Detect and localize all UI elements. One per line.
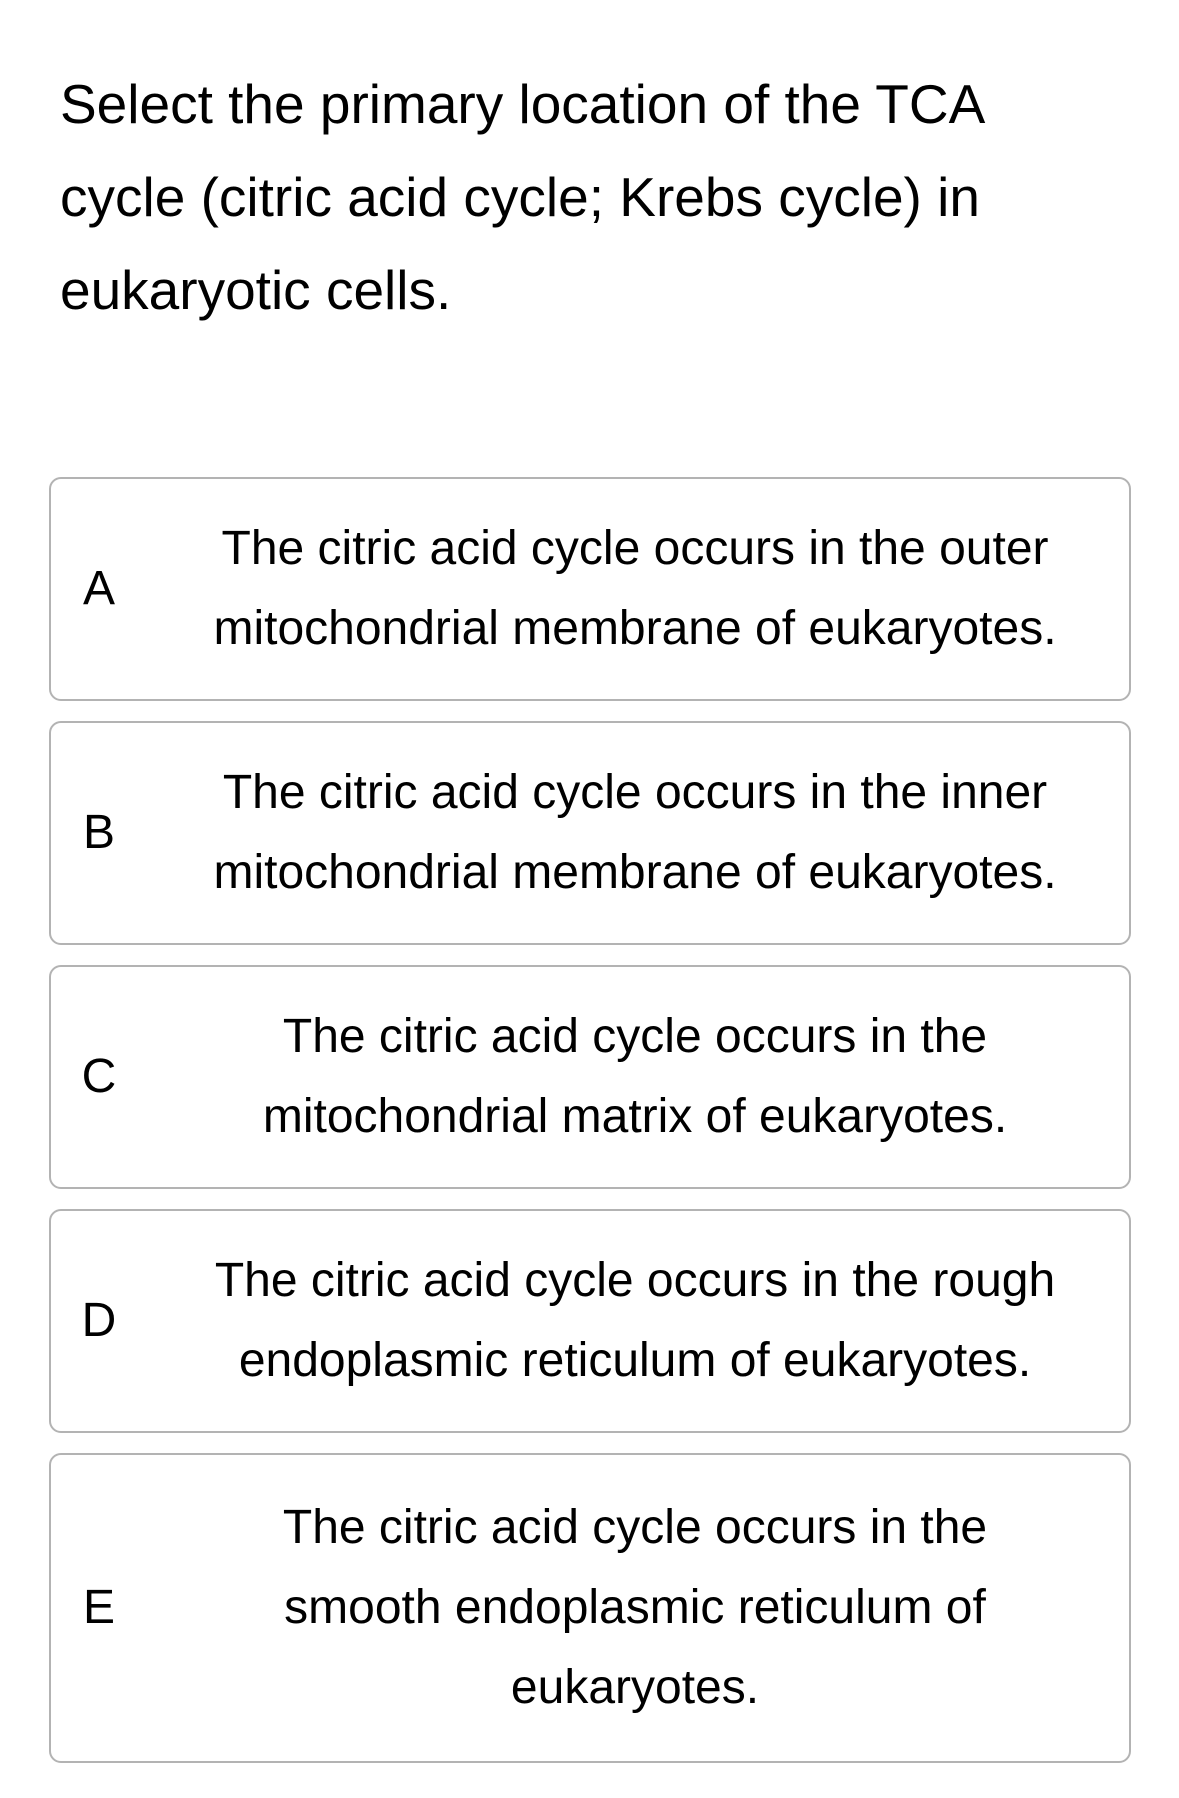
option-text: The citric acid cycle occurs in the smooth endoplasmic reticulum of eukaryotes. <box>282 1501 988 1714</box>
question-text: Select the primary location of the TCA cycle (citric acid cycle; Krebs cycle) in eukaryotic cells. <box>60 73 983 321</box>
option-c[interactable] <box>49 965 1131 1189</box>
option-letter: D <box>81 1294 117 1347</box>
option-letter: A <box>82 562 115 615</box>
option-letter: E <box>82 1581 115 1634</box>
option-letter: C <box>81 1050 117 1103</box>
option-text: The citric acid cycle occurs in the mitochondrial matrix of eukaryotes. <box>262 1010 1008 1143</box>
option-d[interactable] <box>49 1209 1131 1433</box>
option-a[interactable] <box>49 477 1131 701</box>
option-letter: B <box>82 806 115 859</box>
option-b[interactable] <box>49 721 1131 945</box>
option-e[interactable] <box>49 1453 1131 1763</box>
option-text: The citric acid cycle occurs in the outer mitochondrial membrane of eukaryotes. <box>213 522 1057 655</box>
option-text: The citric acid cycle occurs in the inner mitochondrial membrane of eukaryotes. <box>213 766 1057 899</box>
option-text: The citric acid cycle occurs in the rough endoplasmic reticulum of eukaryotes. <box>214 1254 1056 1387</box>
